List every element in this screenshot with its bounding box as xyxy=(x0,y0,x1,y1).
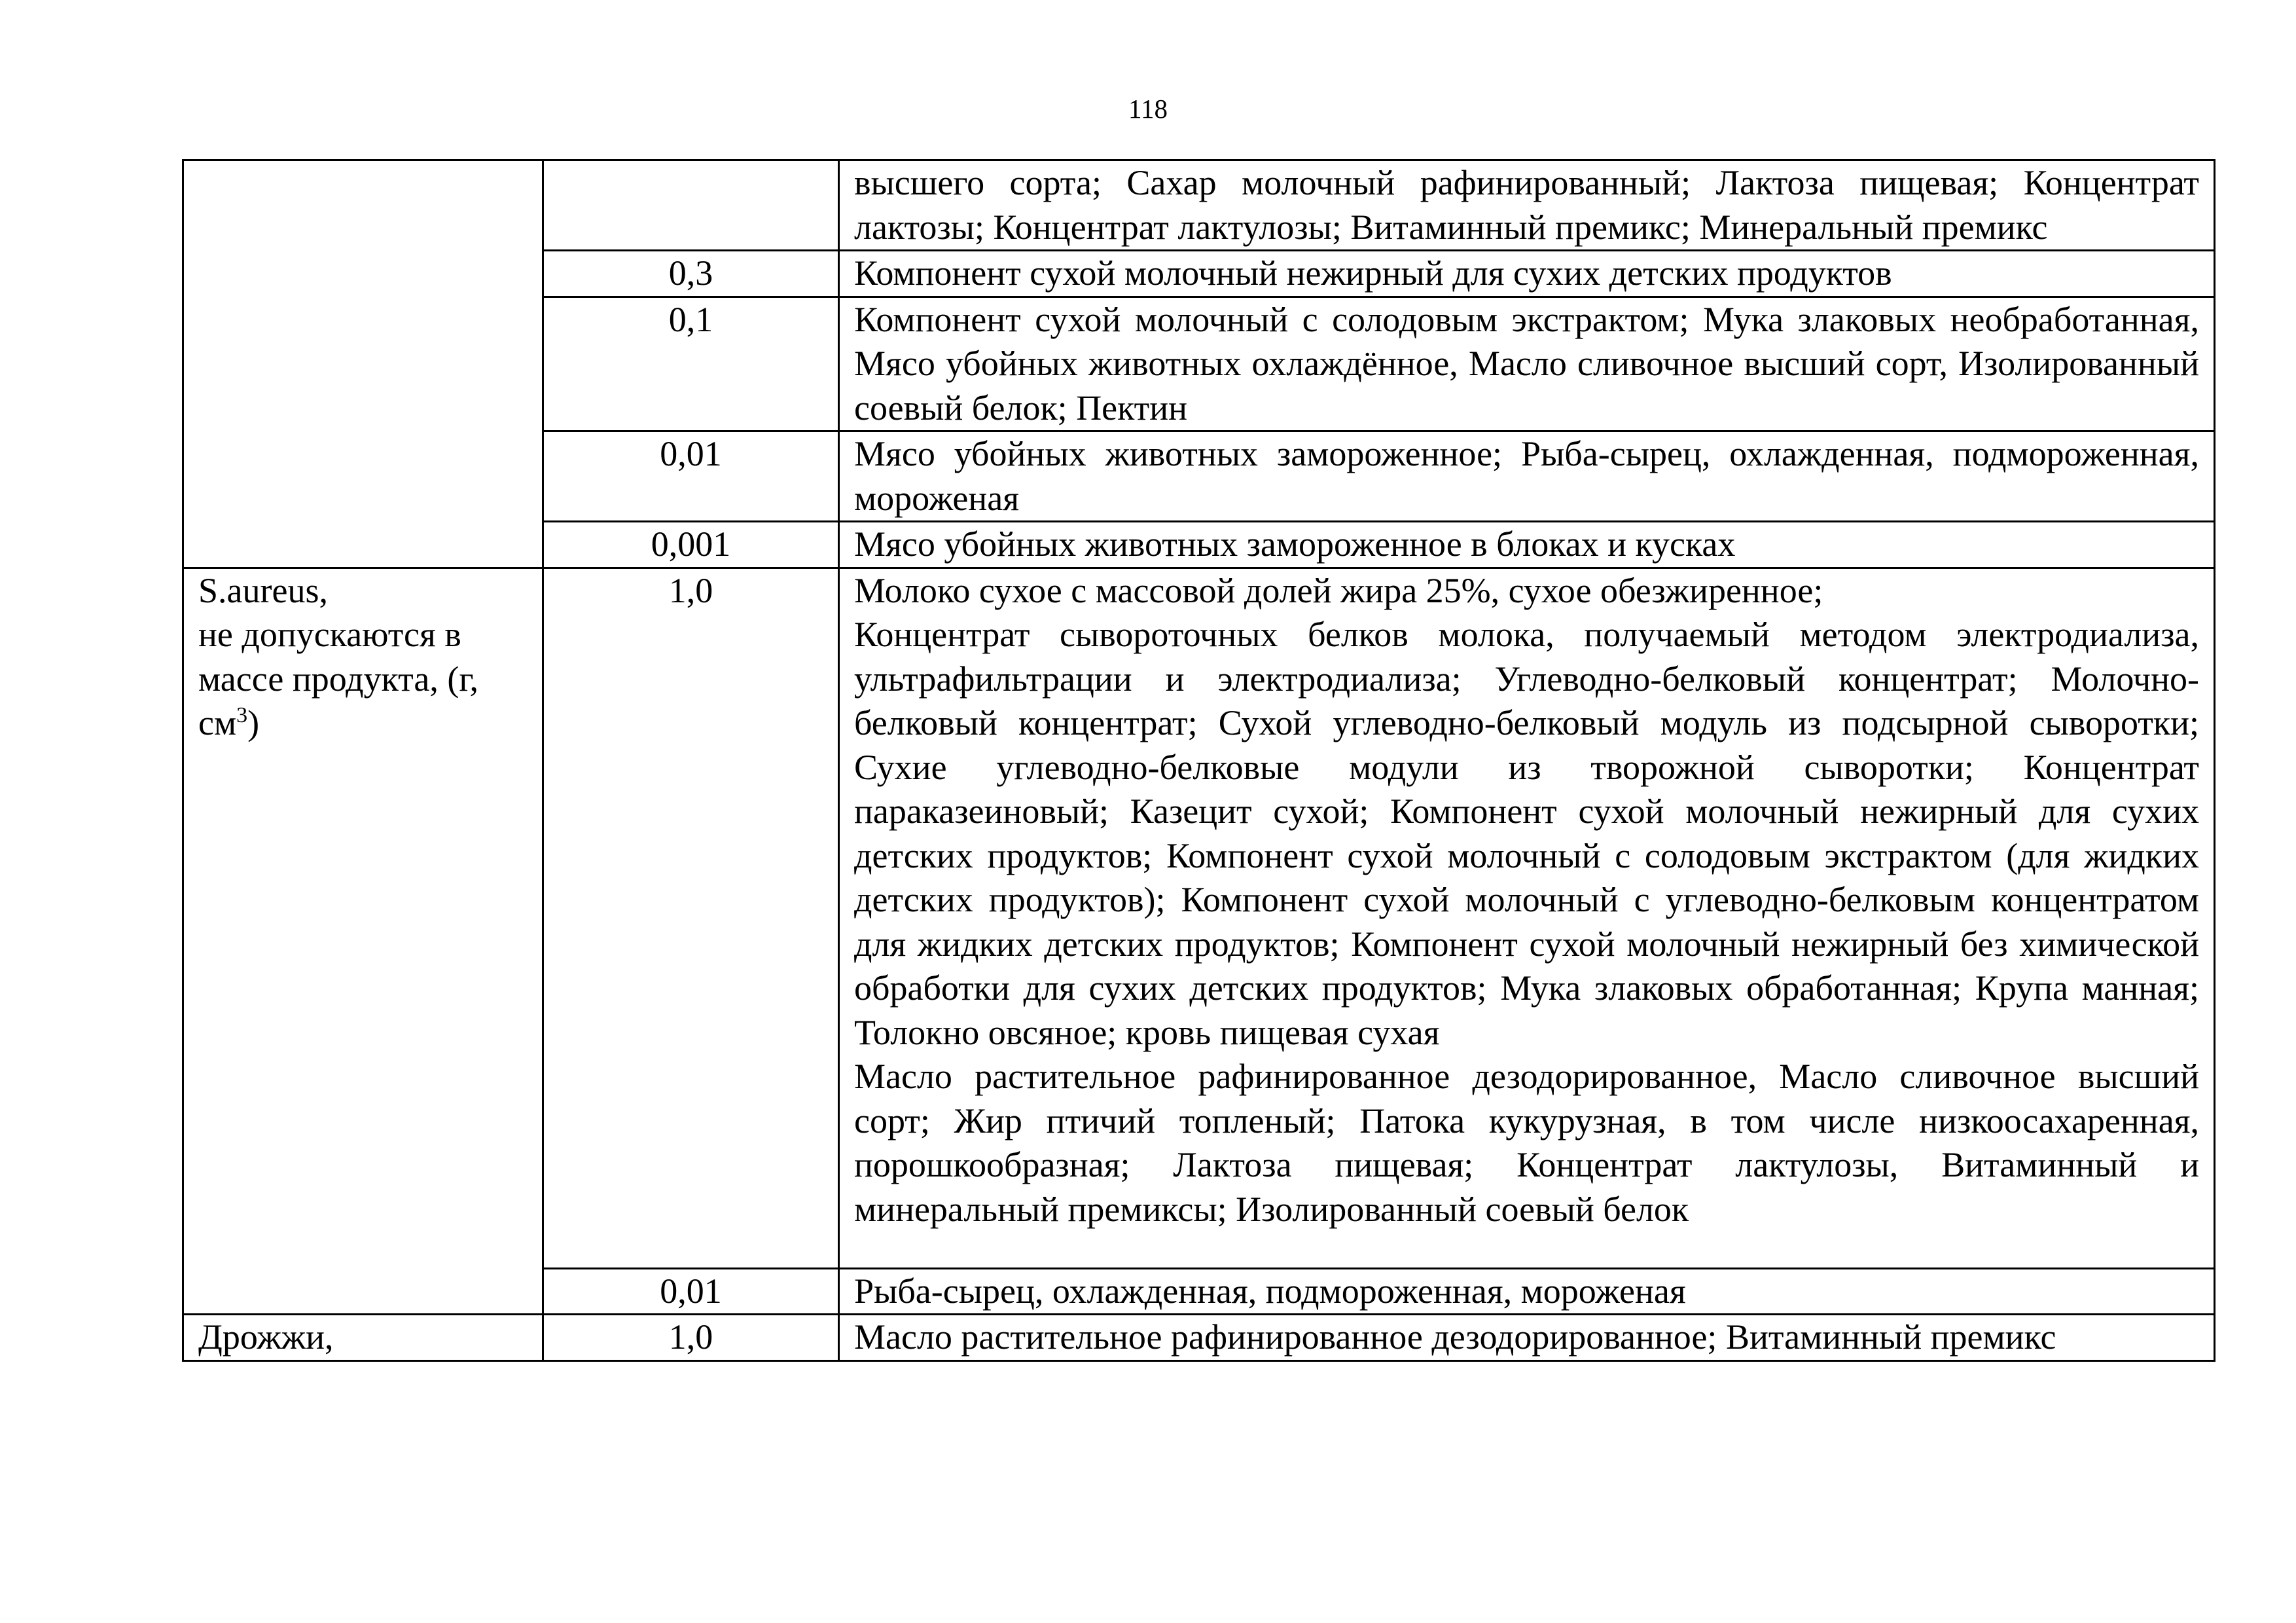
value-cell: 0,1 xyxy=(543,297,839,431)
indicator-cell-empty xyxy=(183,160,543,568)
indicator-line: массе продукта, (г, xyxy=(198,659,478,699)
unit-close: ) xyxy=(247,703,260,742)
description-text: Концентрат сывороточных белков молока, получаемый методом электродиализа, ультрафильтрации и электродиализа; Углеводно-белковый концентрат; Молочно-белковый концентрат; Сухой углеводно-белковый модуль из подсырной сыворотки; Сухие углеводно-белковые модули из творожной сыворотки; Концентрат параказеиновый; Казецит сухой; Компонент сухой молочный нежирный для сухих детских продуктов; Компонент сухой молочный с солодовым экстрактом (для жидких детских продуктов); Компонент сухой молочный с углеводно-белковым концентратом для жидких детских продуктов; Компонент сухой молочный нежирный без химической обработки для сухих детских продуктов; Мука злаковых обработанная; Крупа манная; Толокно овсяное; кровь пищевая сухая xyxy=(854,615,2199,1052)
value-cell: 1,0 xyxy=(543,1315,839,1361)
value-cell: 0,001 xyxy=(543,522,839,568)
unit-base: см xyxy=(198,703,237,742)
indicator-unit xyxy=(198,701,528,746)
table-row xyxy=(183,568,2215,1268)
description-cell xyxy=(839,297,2215,431)
description-text: Рыба-сырец, охлажденная, подмороженная, мороженая xyxy=(854,1271,1686,1311)
description-cell xyxy=(839,251,2215,297)
table-row xyxy=(183,1315,2215,1361)
description-cell xyxy=(839,1315,2215,1361)
description-text: Молоко сухое с массовой долей жира 25%, сухое обезжиренное; xyxy=(854,570,1823,610)
page-number: 118 xyxy=(1128,94,1168,124)
description-text: Мясо убойных животных замороженное; Рыба-сырец, охлажденная, подмороженная, мороженая xyxy=(854,434,2199,518)
value-cell: 0,3 xyxy=(543,251,839,297)
description-cell xyxy=(839,522,2215,568)
table-row xyxy=(183,160,2215,251)
description-text: Масло растительное рафинированное дезодорированное; Витаминный премикс xyxy=(854,1317,2056,1357)
indicator-line: S.aureus, xyxy=(198,570,328,610)
description-text: Масло растительное рафинированное дезодорированное, Масло сливочное высший сорт; Жир птичий топленый; Патока кукурузная, в том числе низкоосахаренная, порошкообразная; Лактоза пищевая; Концентрат лактулозы, Витаминный и минеральный премиксы; Изолированный соевый белок xyxy=(854,1057,2199,1229)
value-cell: 0,01 xyxy=(543,1268,839,1315)
norms-table xyxy=(182,159,2215,1362)
description-cell xyxy=(839,1268,2215,1315)
indicator-line: не допускаются в xyxy=(198,615,461,654)
description-text: Компонент сухой молочный нежирный для сухих детских продуктов xyxy=(854,253,1892,293)
value-cell: 0,01 xyxy=(543,431,839,522)
indicator-cell-yeast: Дрожжи, xyxy=(183,1315,543,1361)
value-cell: 1,0 xyxy=(543,568,839,1268)
description-text: высшего сорта; Сахар молочный рафинированный; Лактоза пищевая; Концентрат лактозы; Концентрат лактулозы; Витаминный премикс; Минеральный премикс xyxy=(854,163,2199,247)
value-cell xyxy=(543,160,839,251)
description-text: Мясо убойных животных замороженное в блоках и кусках xyxy=(854,524,1736,564)
unit-superscript: 3 xyxy=(236,703,248,727)
description-cell xyxy=(839,160,2215,251)
description-cell xyxy=(839,431,2215,522)
description-cell xyxy=(839,568,2215,1268)
description-text: Компонент сухой молочный с солодовым экстрактом; Мука злаковых необработанная, Мясо убойных животных охлаждённое, Масло сливочное высший сорт, Изолированный соевый белок; Пектин xyxy=(854,299,2199,428)
indicator-cell-saureus xyxy=(183,568,543,1315)
